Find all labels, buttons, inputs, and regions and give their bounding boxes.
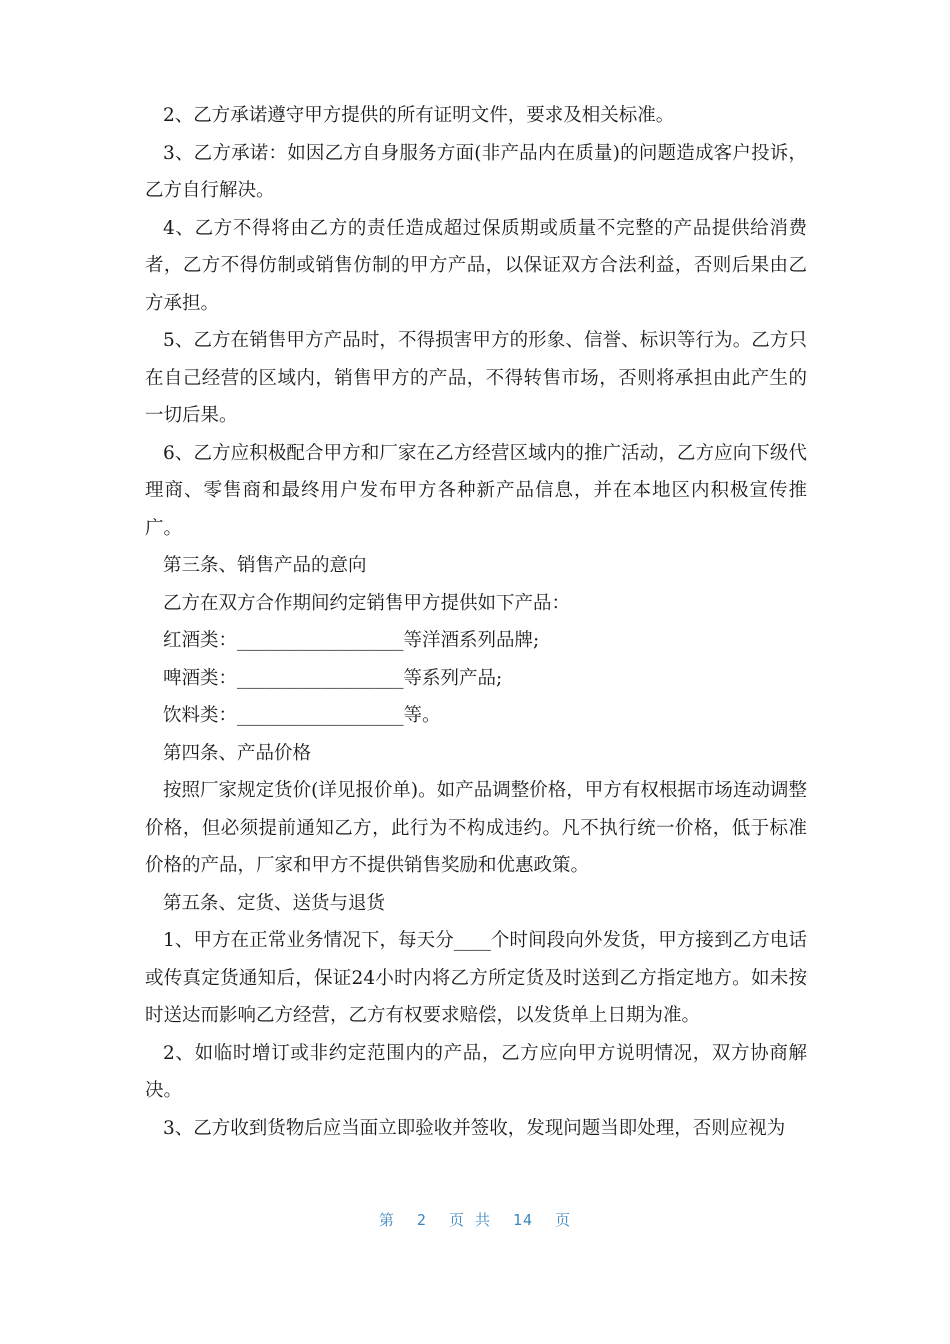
paragraph-clause-5: 5、乙方在销售甲方产品时，不得损害甲方的形象、信誉、标识等行为。乙方只在自己经营的区域内，销售甲方的产品，不得转售市场，否则将承担由此产生的一切后果。 (145, 330, 807, 426)
footer-prefix: 第 (378, 1211, 395, 1229)
section-heading-4: 第四条、产品价格 (163, 742, 312, 764)
paragraph-delivery-1: 1、甲方在正常业务情况下，每天分____个时间段向外发货，甲方接到乙方电话或传真定货通知后，保证24小时内将乙方所定货及时送到乙方指定地方。如未按时送达而影响乙方经营，乙方有权要求赔偿，以发货单上日期为准。 (145, 930, 807, 1026)
footer-suffix: 页 (555, 1211, 572, 1229)
footer-total-pages: 14 (513, 1211, 534, 1229)
page-footer (0, 1209, 950, 1230)
paragraph-clause-2: 2、乙方承诺遵守甲方提供的所有证明文件，要求及相关标准。 (163, 105, 675, 126)
paragraph-delivery-2: 2、如临时增订或非约定范围内的产品，乙方应向甲方说明情况，双方协商解决。 (145, 1042, 807, 1101)
paragraph-products-intro: 乙方在双方合作期间约定销售甲方提供如下产品： (163, 592, 571, 614)
paragraph-delivery-3: 3、乙方收到货物后应当面立即验收并签收，发现问题当即处理，否则应视为 (163, 1117, 786, 1139)
section-heading-3: 第三条、销售产品的意向 (163, 555, 367, 576)
paragraph-pricing: 按照厂家规定货价(详见报价单)。如产品调整价格，甲方有权根据市场连动调整价格，但必须提前通知乙方，此行为不构成违约。凡不执行统一价格，低于标准价格的产品，厂家和甲方不提供销售奖励和优惠政策。 (145, 780, 807, 876)
footer-middle: 页 共 (448, 1211, 491, 1229)
document-body (145, 97, 807, 1147)
paragraph-clause-6: 6、乙方应积极配合甲方和厂家在乙方经营区域内的推广活动，乙方应向下级代理商、零售商和最终用户发布甲方各种新产品信息，并在本地区内积极宣传推广。 (145, 442, 807, 539)
paragraph-clause-4: 4、乙方不得将由乙方的责任造成超过保质期或质量不完整的产品提供给消费者，乙方不得仿制或销售仿制的甲方产品，以保证双方合法利益，否则后果由乙方承担。 (145, 217, 807, 314)
product-line-beverage: 饮料类：__________________等。 (163, 705, 441, 726)
paragraph-clause-3: 3、乙方承诺：如因乙方自身服务方面(非产品内在质量)的问题造成客户投诉，乙方自行解决。 (145, 142, 807, 201)
footer-page-number: 2 (416, 1211, 427, 1229)
product-line-beer: 啤酒类：__________________等系列产品; (163, 667, 503, 689)
section-heading-5: 第五条、定货、送货与退货 (163, 892, 386, 914)
product-line-wine: 红酒类：__________________等洋酒系列品牌; (163, 630, 540, 651)
